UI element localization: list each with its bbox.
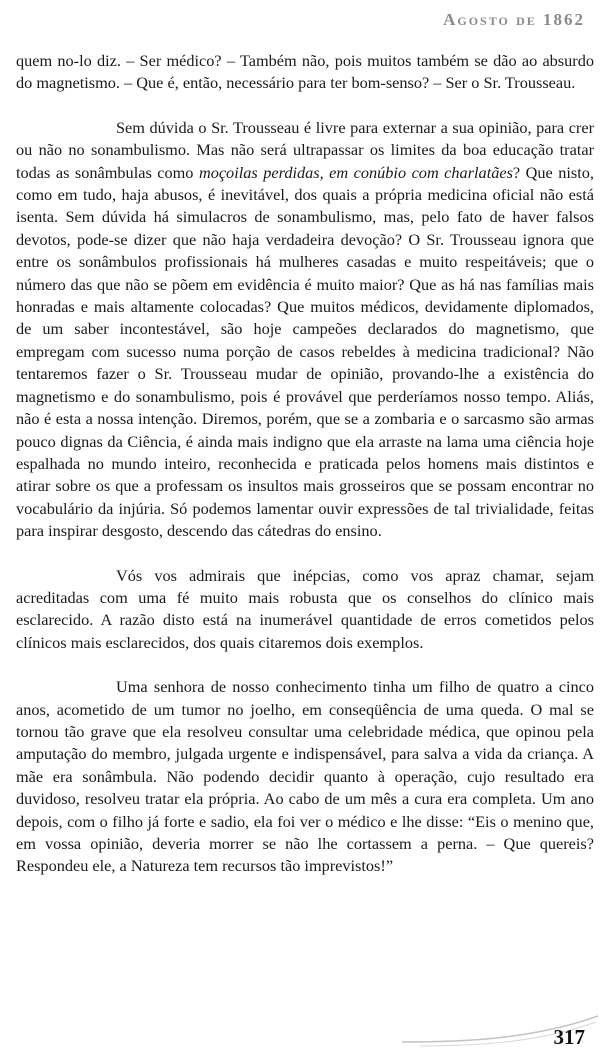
paragraph-continuation: [16, 50, 594, 95]
running-header: Agosto de 1862: [443, 10, 585, 29]
paragraph-example-mother: [16, 676, 594, 878]
page-body: [16, 50, 594, 878]
text-run: Sem dúvida o Sr. Trousseau é livre para externar a sua opinião, para crer ou não no sonambulismo. Mas não será ultrapassar os limites da boa educação tratar todas as sonâmbulas como: [16, 117, 594, 182]
text-run: quem no-lo diz. – Ser médico? – Também não, pois muitos também se dão ao absurdo do magnetismo. – Que é, então, necessário para ter bom-senso? – Ser o Sr. Trousseau.: [16, 51, 594, 93]
text-run: Uma senhora de nosso conhecimento tinha um filho de quatro a cinco anos, acometido de um tumor no joelho, em conseqüência de uma queda. O mal se tornou tão grave que ela resolveu consultar uma celebridade médica, que opinou pela amputação do membro, julgada urgente e indispensável, para salva a vida da criança. A mãe era sonâmbula. Não podendo decidir quanto à operação, cujo resultado era duvidoso, resolveu tratar ela própria. Ao cabo de um mês a cura era completa. Um ano depois, com o filho já forte e sadio, ela foi ver o médico e lhe disse: “Eis o menino que, em vossa opinião, deveria morrer se não lhe cortassem a perna. – Que quereis? Respondeu ele, a Natureza tem recursos tão imprevistos!”: [16, 677, 594, 876]
paragraph-ineptitudes: [16, 565, 594, 655]
text-run: ? Que nisto, como em tudo, haja abusos, é inevitável, dos quais a própria medicina oficial não está isenta. Sem dúvida há simulacros de sonambulismo, mas, pelo fato de haver falsos devotos, pode-se dizer que não haja verdadeira devoção? O Sr. Trousseau ignora que entre os sonâmbulos profissionais há mulheres casadas e muito respeitáveis; que o número das que não se põem em evidência é muito maior? Que as há nas famílias mais honradas e mais altamente colocadas? Que muitos médicos, devidamente diplomados, de um saber incontestável, são hoje campeões declarados do magnetismo, que empregam com sucesso numa porção de casos rebeldes à medicina tradicional? Não tentaremos fazer o Sr. Trousseau mudar de opinião, provando-lhe a existência do magnetismo e do sonambulismo, pois é provável que perderíamos nosso tempo. Aliás, não é esta a nossa intenção. Diremos, porém, que se a zombaria e o sarcasmo são armas pouco dignas da Ciência, é ainda mais indigno que ela arraste na lama uma ciência hoje espalhada no mundo inteiro, reconhecida e praticada pelos homens mais distintos e atirar sobre os que a professam os insultos mais grosseiros que se possam encontrar no vocabulário da injúria. Só podemos lamentar ouvir expressões de tal trivialidade, feitas para inspirar desgosto, descendo das cátedras do ensino.: [16, 162, 594, 541]
paragraph-trousseau-opinion: [16, 117, 594, 543]
text-run: Vós vos admirais que inépcias, como vos apraz chamar, sejam acreditadas com uma fé muito mais robusta que os conselhos do clínico mais esclarecido. A razão disto está na inumerável quantidade de erros cometidos pelos clínicos mais esclarecidos, dos quais citaremos dois exemplos.: [16, 565, 594, 652]
page-number: 317: [553, 1025, 585, 1049]
italic-quote: moçoilas perdidas, em conúbio com charlatães: [198, 162, 513, 182]
